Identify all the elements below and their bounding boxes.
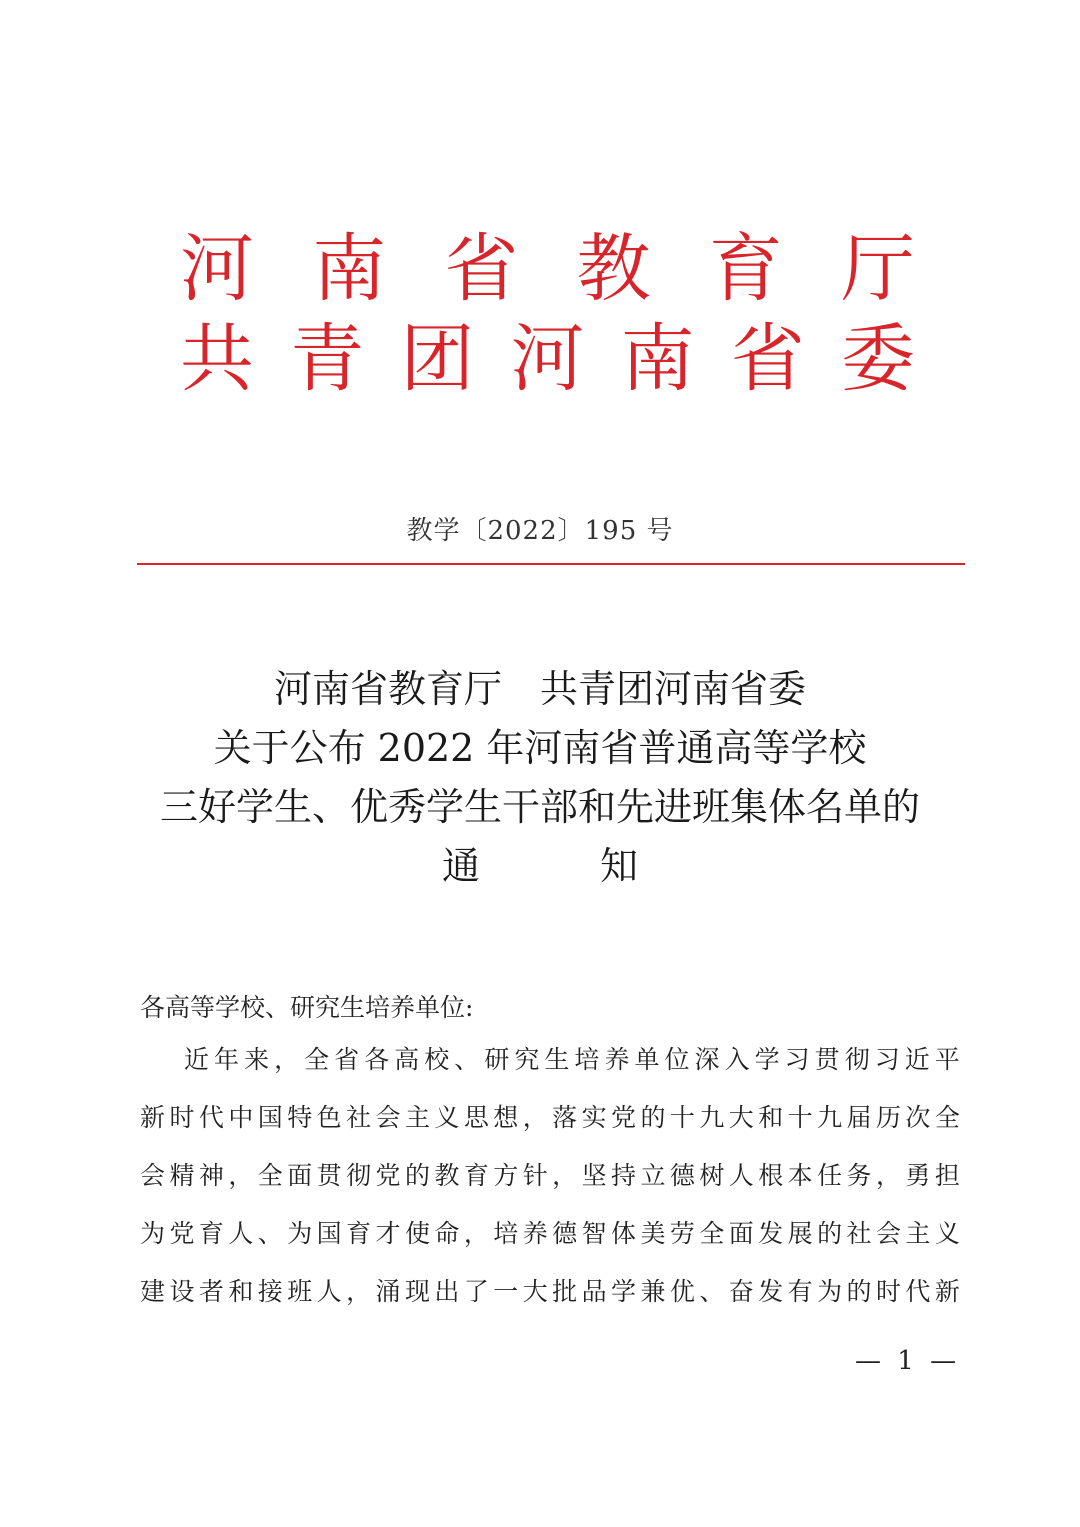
body-char: 发 bbox=[758, 1277, 784, 1306]
body-char: 劳 bbox=[669, 1219, 695, 1248]
body-char: 全 bbox=[699, 1219, 725, 1248]
body-char: 为 bbox=[817, 1277, 843, 1306]
body-char: ， bbox=[552, 1161, 578, 1190]
body-char: 人 bbox=[316, 1277, 342, 1306]
header-char: 厅 bbox=[840, 226, 915, 312]
body-char: 出 bbox=[434, 1277, 460, 1306]
body-char: 品 bbox=[581, 1277, 607, 1306]
body-char: 全 bbox=[257, 1161, 283, 1190]
body-char: 实 bbox=[581, 1103, 607, 1132]
body-char: 涌 bbox=[375, 1277, 401, 1306]
body-char: 培 bbox=[574, 1045, 600, 1074]
body-char: 会 bbox=[875, 1219, 901, 1248]
body-char: 党 bbox=[375, 1161, 401, 1190]
body-char: ， bbox=[463, 1219, 489, 1248]
header-char: 南 bbox=[312, 226, 387, 312]
body-char: 优 bbox=[669, 1277, 695, 1306]
body-char: 班 bbox=[287, 1277, 313, 1306]
body-char: 生 bbox=[544, 1045, 570, 1074]
body-char: 有 bbox=[787, 1277, 813, 1306]
body-char: 九 bbox=[817, 1103, 843, 1132]
header-char: 河 bbox=[510, 316, 585, 402]
body-char: 来 bbox=[244, 1045, 270, 1074]
body-char: 学 bbox=[611, 1277, 637, 1306]
body-char: 学 bbox=[754, 1045, 780, 1074]
body-char: 体 bbox=[611, 1219, 637, 1248]
body-char: 会 bbox=[140, 1161, 166, 1190]
body-char: 针 bbox=[522, 1161, 548, 1190]
title-notice bbox=[0, 837, 1080, 896]
body-char: 代 bbox=[905, 1277, 931, 1306]
body-char: 了 bbox=[463, 1277, 489, 1306]
body-char: 九 bbox=[699, 1103, 725, 1132]
body-char: 的 bbox=[640, 1103, 666, 1132]
title-line: 三好学生、优秀学生干部和先进班集体名单的 bbox=[159, 785, 920, 829]
body-char: 美 bbox=[640, 1219, 666, 1248]
body-char: 、 bbox=[454, 1045, 480, 1074]
body-char: ， bbox=[875, 1161, 901, 1190]
body-char: 精 bbox=[169, 1161, 195, 1190]
body-char: 奋 bbox=[728, 1277, 754, 1306]
issuer-header-youth-league bbox=[180, 316, 915, 402]
body-char: 养 bbox=[604, 1045, 630, 1074]
body-line bbox=[140, 1272, 960, 1330]
body-paragraph bbox=[140, 1040, 960, 1330]
body-char: 发 bbox=[758, 1219, 784, 1248]
body-char: 思 bbox=[463, 1103, 489, 1132]
salutation: 各高等学校、研究生培养单位: bbox=[140, 993, 474, 1022]
body-char: ， bbox=[346, 1277, 372, 1306]
body-char: 贯 bbox=[814, 1045, 840, 1074]
body-char: 十 bbox=[787, 1103, 813, 1132]
page-number: — 1 — bbox=[855, 1346, 961, 1376]
body-char: 新 bbox=[140, 1103, 166, 1132]
body-char: 培 bbox=[493, 1219, 519, 1248]
body-char: 国 bbox=[257, 1103, 283, 1132]
title-line: 关于公布 2022 年河南省普通高等学校 bbox=[213, 726, 867, 770]
body-char: 会 bbox=[375, 1103, 401, 1132]
body-char: 位 bbox=[664, 1045, 690, 1074]
body-char: 树 bbox=[699, 1161, 725, 1190]
body-char: 教 bbox=[434, 1161, 460, 1190]
body-char: 现 bbox=[404, 1277, 430, 1306]
body-char: 历 bbox=[875, 1103, 901, 1132]
header-char: 南 bbox=[620, 316, 695, 402]
body-char: 务 bbox=[846, 1161, 872, 1190]
body-char: 和 bbox=[228, 1277, 254, 1306]
body-char: 坚 bbox=[581, 1161, 607, 1190]
body-char: 面 bbox=[728, 1219, 754, 1248]
body-char: ， bbox=[522, 1103, 548, 1132]
body-char: 国 bbox=[316, 1219, 342, 1248]
body-char: ， bbox=[274, 1045, 300, 1074]
body-char: 、 bbox=[257, 1219, 283, 1248]
body-char: 命 bbox=[434, 1219, 460, 1248]
body-char: 年 bbox=[214, 1045, 240, 1074]
title-char: 通 bbox=[441, 844, 480, 888]
header-char: 教 bbox=[576, 226, 651, 312]
body-char: 接 bbox=[257, 1277, 283, 1306]
body-char: 研 bbox=[484, 1045, 510, 1074]
body-char: 才 bbox=[375, 1219, 401, 1248]
body-char: 育 bbox=[463, 1161, 489, 1190]
body-char: 想 bbox=[493, 1103, 519, 1132]
body-char: 主 bbox=[404, 1103, 430, 1132]
body-char: 高 bbox=[394, 1045, 420, 1074]
title-line: 河南省教育厅 共青团河南省委 bbox=[273, 667, 806, 711]
body-char: 为 bbox=[287, 1219, 313, 1248]
body-char: 时 bbox=[169, 1103, 195, 1132]
body-char: 彻 bbox=[346, 1161, 372, 1190]
body-char: 究 bbox=[514, 1045, 540, 1074]
header-char: 共 bbox=[180, 316, 254, 402]
body-line bbox=[140, 1040, 960, 1098]
body-char: 、 bbox=[699, 1277, 725, 1306]
body-char: 大 bbox=[522, 1277, 548, 1306]
body-char: 十 bbox=[669, 1103, 695, 1132]
body-char: 届 bbox=[846, 1103, 872, 1132]
body-char: 大 bbox=[728, 1103, 754, 1132]
body-char: 深 bbox=[694, 1045, 720, 1074]
body-char: 落 bbox=[552, 1103, 578, 1132]
issuer-header-education-dept bbox=[180, 226, 915, 312]
body-char: 使 bbox=[404, 1219, 430, 1248]
body-char: 兼 bbox=[640, 1277, 666, 1306]
body-char: 的 bbox=[817, 1219, 843, 1248]
body-char: 展 bbox=[787, 1219, 813, 1248]
body-char: 入 bbox=[724, 1045, 750, 1074]
body-char: 校 bbox=[424, 1045, 450, 1074]
body-char: 持 bbox=[611, 1161, 637, 1190]
body-char: 习 bbox=[784, 1045, 810, 1074]
body-line bbox=[140, 1214, 960, 1272]
body-char: 任 bbox=[817, 1161, 843, 1190]
body-char: 育 bbox=[198, 1219, 224, 1248]
body-char: 彻 bbox=[844, 1045, 870, 1074]
body-char: 时 bbox=[875, 1277, 901, 1306]
body-char: 设 bbox=[169, 1277, 195, 1306]
body-char: 社 bbox=[846, 1219, 872, 1248]
header-char: 委 bbox=[840, 316, 915, 402]
body-char: 担 bbox=[934, 1161, 960, 1190]
body-char: 立 bbox=[640, 1161, 666, 1190]
body-char: 义 bbox=[934, 1219, 960, 1248]
body-char: 平 bbox=[934, 1045, 960, 1074]
header-char: 省 bbox=[730, 316, 805, 402]
body-char: 单 bbox=[634, 1045, 660, 1074]
body-line bbox=[140, 1156, 960, 1214]
body-char: 德 bbox=[669, 1161, 695, 1190]
body-char: 批 bbox=[552, 1277, 578, 1306]
body-char: 神 bbox=[198, 1161, 224, 1190]
body-char: 近 bbox=[184, 1045, 210, 1074]
body-char: 根 bbox=[758, 1161, 784, 1190]
body-char: 代 bbox=[198, 1103, 224, 1132]
body-char: 省 bbox=[334, 1045, 360, 1074]
body-char: 勇 bbox=[905, 1161, 931, 1190]
body-char: 建 bbox=[140, 1277, 166, 1306]
body-char: 面 bbox=[287, 1161, 313, 1190]
body-char: 全 bbox=[304, 1045, 330, 1074]
body-char: 一 bbox=[493, 1277, 519, 1306]
body-char: 方 bbox=[493, 1161, 519, 1190]
body-char: 习 bbox=[874, 1045, 900, 1074]
body-char: 近 bbox=[904, 1045, 930, 1074]
body-line bbox=[140, 1098, 960, 1156]
header-char: 团 bbox=[400, 316, 475, 402]
document-title bbox=[0, 660, 1080, 896]
body-char: 义 bbox=[434, 1103, 460, 1132]
body-char: 人 bbox=[728, 1161, 754, 1190]
body-char: 和 bbox=[758, 1103, 784, 1132]
body-char: 中 bbox=[228, 1103, 254, 1132]
body-char: 智 bbox=[581, 1219, 607, 1248]
body-char: 的 bbox=[846, 1277, 872, 1306]
body-char: 贯 bbox=[316, 1161, 342, 1190]
body-char: ， bbox=[228, 1161, 254, 1190]
header-char: 省 bbox=[444, 226, 519, 312]
body-char: 社 bbox=[346, 1103, 372, 1132]
body-char: 德 bbox=[552, 1219, 578, 1248]
body-char: 主 bbox=[905, 1219, 931, 1248]
body-char: 的 bbox=[404, 1161, 430, 1190]
document-number: 教学〔2022〕195 号 bbox=[406, 516, 674, 546]
header-char: 河 bbox=[180, 226, 254, 312]
body-char: 党 bbox=[611, 1103, 637, 1132]
body-char: 为 bbox=[140, 1219, 166, 1248]
body-char: 各 bbox=[364, 1045, 390, 1074]
header-char: 青 bbox=[290, 316, 365, 402]
body-char: 全 bbox=[934, 1103, 960, 1132]
body-char: 人 bbox=[228, 1219, 254, 1248]
body-char: 养 bbox=[522, 1219, 548, 1248]
body-char: 本 bbox=[787, 1161, 813, 1190]
title-char: 知 bbox=[600, 844, 639, 888]
body-char: 新 bbox=[934, 1277, 960, 1306]
body-char: 次 bbox=[905, 1103, 931, 1132]
body-char: 者 bbox=[198, 1277, 224, 1306]
body-char: 党 bbox=[169, 1219, 195, 1248]
header-char: 育 bbox=[708, 226, 783, 312]
body-char: 色 bbox=[316, 1103, 342, 1132]
body-char: 特 bbox=[287, 1103, 313, 1132]
body-char: 育 bbox=[346, 1219, 372, 1248]
red-divider bbox=[137, 563, 965, 565]
